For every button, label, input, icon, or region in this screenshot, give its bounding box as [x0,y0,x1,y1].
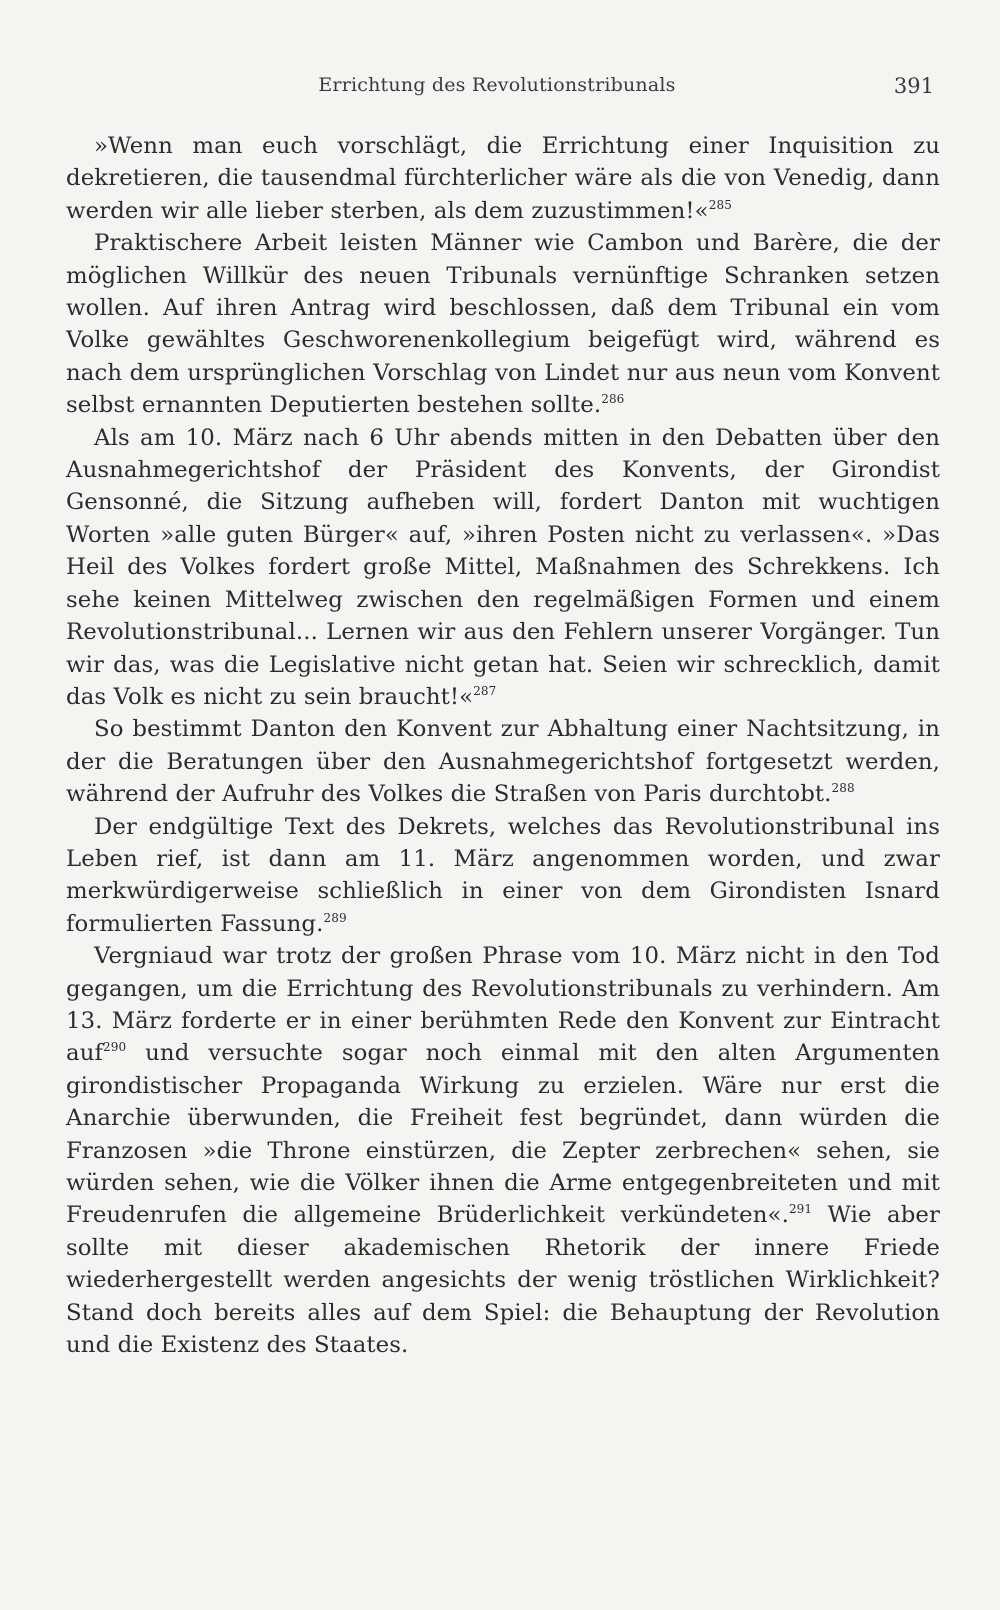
paragraph-text: Wie aber sollte mit dieser akademischen Rhetorik der innere Friede wiederhergestellt werden angesichts der wenig tröstlichen Wirklichkeit? Stand doch bereits alles auf dem Spiel: die Behauptung der Revolution und die Existenz des Staates. [66,1202,940,1359]
footnote-marker: 286 [601,392,625,407]
page-number: 391 [893,74,934,98]
footnote-marker: 288 [831,781,855,796]
paragraph [66,940,940,1361]
paragraph [66,811,940,941]
paragraph [66,227,940,421]
paragraph [66,130,940,227]
paragraph [66,713,940,810]
running-head: Errichtung des Revolutionstribunals [318,74,676,96]
paragraph-text: So bestimmt Danton den Konvent zur Abhaltung einer Nachtsitzung, in der die Beratungen über den Ausnahmegerichtshof fortgesetzt werden, während der Aufruhr des Volkes die Straßen von Paris durchtobt. [66,716,940,808]
page-header [60,74,934,104]
paragraph-text: Vergniaud war trotz der großen Phrase vom 10. März nicht in den Tod gegangen, um die Errichtung des Revolutionstribunals zu verhindern. Am 13. März forderte er in einer berühmten Rede den Konvent zur Eintracht auf [66,943,940,1067]
paragraph-text: »Wenn man euch vorschlägt, die Errichtung einer Inquisition zu dekretieren, die tausendmal fürchterlicher wäre als die von Venedig, dann werden wir alle lieber sterben, als dem zuzustimmen!« [66,133,940,224]
paragraph-text: Als am 10. März nach 6 Uhr abends mitten in den Debatten über den Ausnahmegerichtshof der Präsident des Konvents, der Girondist Gensonné, die Sitzung aufheben will, fordert Danton mit wuchtigen Worten »alle guten Bürger« auf, »ihren Posten nicht zu verlassen«. »Das Heil des Volkes fordert große Mittel, Maßnahmen des Schrekkens. Ich sehe keinen Mittelweg zwischen den regelmäßigen Formen und einem Revolutionstribunal... Lernen wir aus den Fehlern unserer Vorgänger. Tun wir das, was die Legislative nicht getan hat. Seien wir schrecklich, damit das Volk es nicht zu sein braucht!« [66,424,940,710]
footnote-marker: 287 [473,683,497,698]
body-text [66,130,940,1361]
paragraph [66,422,940,714]
footnote-marker: 289 [323,910,347,925]
footnote-marker: 291 [788,1202,813,1217]
paragraph-text: Praktischere Arbeit leisten Männer wie Cambon und Barère, die der möglichen Willkür des neuen Tribunals vernünftige Schranken setzen wollen. Auf ihren Antrag wird beschlossen, daß dem Tribunal ein vom Volke gewähltes Geschworenenkollegium beigefügt wird, während es nach dem ursprünglichen Vorschlag von Lindet nur aus neun vom Konvent selbst ernannten Deputierten bestehen sollte. [66,230,940,419]
footnote-marker: 285 [708,197,732,212]
paragraph-text: Der endgültige Text des Dekrets, welches das Revolutionstribunal ins Leben rief, ist dann am 11. März angenommen worden, und zwar merkwürdigerweise schließlich in einer von dem Girondisten Isnard formulierten Fassung. [66,813,940,937]
paragraph-text: und versuchte sogar noch einmal mit den alten Argumenten girondistischer Propaganda Wirkung zu erzielen. Wäre nur erst die Anarchie überwunden, die Freiheit fest begründet, dann würden die Franzosen »die Throne einstürzen, die Zepter zerbrechen« sehen, sie würden sehen, wie die Völker ihnen die Arme entgegenbreiteten und mit Freudenrufen die allgemeine Brüderlichkeit verkündeten«. [66,1040,940,1229]
footnote-marker: 290 [103,1040,127,1055]
